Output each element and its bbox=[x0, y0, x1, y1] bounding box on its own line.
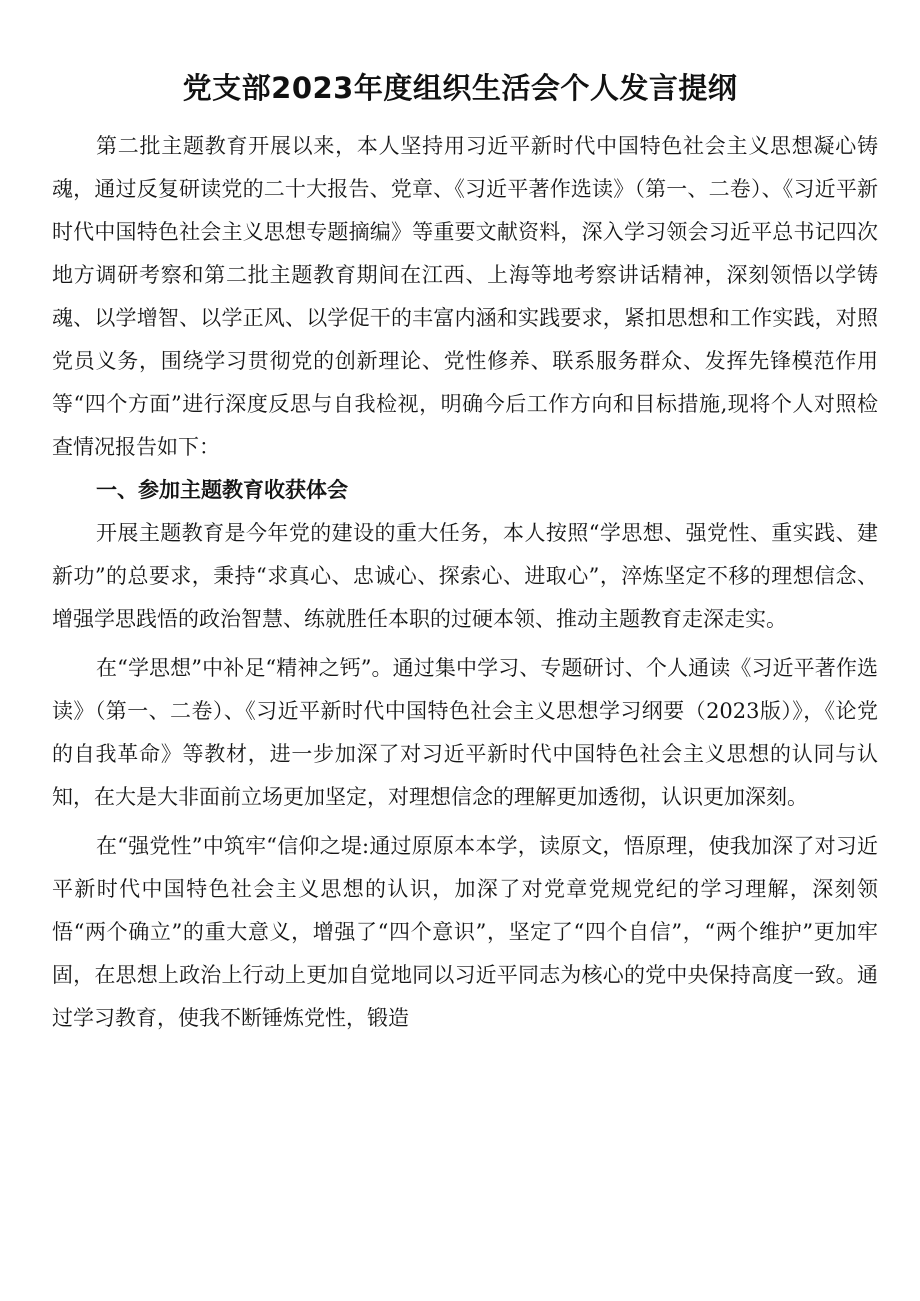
intro-paragraph: 第二批主题教育开展以来，本人坚持用习近平新时代中国特色社会主义思想凝心铸魂，通过反复研读党的二十大报告、党章、《习近平著作选读》（第一、二卷）、《习近平新时代中国特色社会主义思想专题摘编》等重要文献资料，深入学习领会习近平总书记四次地方调研考察和第二批主题教育期间在江西、上海等地考察讲话精神，深刻领悟以学铸魂、以学增智、以学正风、以学促干的丰富内涵和实践要求，紧扣思想和工作实践，对照党员义务，围绕学习贯彻党的创新理论、党性修养、联系服务群众、发挥先锋模范作用等“四个方面”进行深度反思与自我检视，明确今后工作方向和目标措施,现将个人对照检查情况报告如下： bbox=[52, 134, 878, 459]
document-title: 党支部2023年度组织生活会个人发言提纲 bbox=[182, 71, 738, 105]
body-paragraph: 在“学思想”中补足“精神之钙”。通过集中学习、专题研讨、个人通读《习近平著作选读》（第一、二卷）、《习近平新时代中国特色社会主义思想学习纲要（2023版）》，《论党的自我革命》等教材，进一步加深了对习近平新时代中国特色社会主义思想的认同与认知，在大是大非面前立场更加坚定，对理想信念的理解更加透彻，认识更加深刻。 bbox=[52, 656, 878, 809]
document-body bbox=[52, 125, 878, 1040]
section-heading: 一、参加主题教育收获体会 bbox=[96, 478, 348, 502]
body-paragraph: 开展主题教育是今年党的建设的重大任务，本人按照“学思想、强党性、重实践、建新功”的总要求，秉持“求真心、忠诚心、探索心、进取心”，淬炼坚定不移的理想信念、增强学思践悟的政治智慧、练就胜任本职的过硬本领、推动主题教育走深走实。 bbox=[52, 521, 878, 631]
body-paragraph: 在“强党性”中筑牢“信仰之堤:通过原原本本学，读原文，悟原理，使我加深了对习近平新时代中国特色社会主义思想的认识，加深了对党章党规党纪的学习理解，深刻领悟“两个确立”的重大意义，增强了“四个意识”，坚定了“四个自信”，“两个维护”更加牢固，在思想上政治上行动上更加自觉地同以习近平同志为核心的党中央保持高度一致。通过学习教育，使我不断锤炼党性，锻造 bbox=[52, 834, 878, 1030]
